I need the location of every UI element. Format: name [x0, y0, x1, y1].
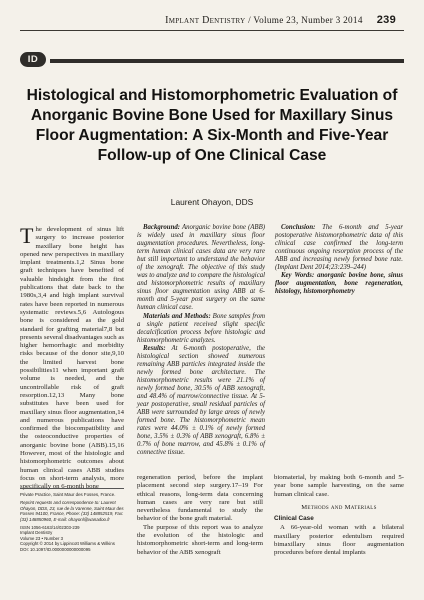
page-number: 239 [376, 14, 396, 26]
badge-rule [50, 59, 404, 63]
body-paragraph-3: biomaterial, by making both 6-month and 5-year bone sample harvesting, on the same human clinical case. [274, 474, 404, 498]
section-badge: ID [20, 52, 46, 67]
abstract-conclusion [275, 224, 403, 272]
header-rule [20, 30, 404, 31]
drop-cap: T [20, 223, 34, 248]
keywords-text: anorganic bovine bone, sinus floor augmentation, bone regeneration, histology, histomorphometry [275, 272, 403, 296]
section-heading: Methods and Materials [301, 503, 377, 511]
abstract-col-2 [275, 224, 403, 457]
methods-label: Materials and Methods: [143, 312, 211, 320]
intro-paragraph [20, 223, 124, 492]
running-header [0, 14, 396, 26]
clinical-case-text: A 66-year-old woman with a bilateral maxillary posterior edentulism required bimaxillary sinus floor augmentation procedures before dental implants [274, 524, 404, 557]
publication-meta [20, 525, 124, 552]
results-text: At 6-month postoperative, the histological section showed numerous remaining ABB particles integrated inside the newly formed bone architecture. The histomorphometric results were 21.1% of newly formed bone, 30.5% of ABB xenograft, and 48.4% of marrow/connective tissue. At 5-year postoperative, small residual particles of ABB were surrounded by large areas of newly formed bone. The histomorphometric mean rates were 44.0% ± 0.1% of newly formed bone, 3.5% ± 0.3% of ABB xenograft, 6.8% ± 0.7% of bone marrow, and 45.8% ± 0.1% of connective tissue. [137, 344, 266, 457]
abstract-methods [137, 313, 265, 345]
journal-name: Implant Dentistry [165, 15, 246, 26]
abstract-keywords [275, 272, 403, 296]
volume-issue: / Volume 23, Number 3 2014 [248, 15, 363, 25]
correspondence: Reprint requests and correspondence to: Laurent Ohayon, DDS, 23, rue de la Varenne, Saint Maur des Fosses 94100, France, Phone: (33) 148852519, Fax: (33) 148850960, E-mail: ohayonl@wanadoo.fr [20, 500, 124, 522]
abstract-results [137, 345, 265, 458]
body-column-right [274, 474, 404, 558]
body-paragraph-1: regeneration period, before the implant placement second step surgery.17–19 For ethical reasons, long-term data concerning human cases are very rare but still nevertheless fundamental to study the behavior of the bone graft material. [137, 474, 263, 523]
abstract-col-1 [137, 224, 265, 457]
body-paragraph-2: The purpose of this report was to analyze the evolution of the histologic and histomorphometric short-term and long-term behavior of the ABB xenograft [137, 523, 263, 556]
abstract-background [137, 224, 265, 313]
journal-name-footer: Implant Dentistry [20, 530, 53, 536]
abstract [137, 224, 403, 457]
affiliation: Private Practice, Saint Maur des Fosses, France. [20, 492, 116, 497]
body-column-middle [137, 474, 263, 557]
intro-text: he development of sinus lift surgery to increase posterior maxillary bone height has opened new perspectives in maxillary implant treatments.1,2 Sinus bone graft techniques have benefited of valuable hindsight from the first publications that date back to the 1980s,3,4 and high implant survival rates have been reported in numerous systematic reviews.5,6 Autologous bone is considered as the gold standard for grafting material7,8 but presents several disadvantages such as higher hemorrhagic and morbidity risks because of the donor site,9,10 the limited harvest bone possibilities11 when important graft volume is needed, and the uncontrollable risk of graft resorption.12,13 Many bone substitutes have been used for maxillary sinus floor augmentation,14 and numerous publications have confirmed the biocompatibility and the osteoconductive properties of anorganic bovine bone (ABB).15,16 However, most of the histologic and histomorphometric outcomes about human clinical cases ABB studies focus on short-term analysis, more specifically on 6-month bone [20, 226, 124, 491]
copyright: Copyright © 2014 by Lippincott Williams & Wilkins [20, 541, 115, 547]
volume-footer: Volume 23 • Number 3 [20, 535, 64, 541]
article-author: Laurent Ohayon, DDS [170, 197, 254, 207]
methods-text: Bone samples from a single patient received slight specific decalcification process before histologic and histomorphometric analyzes. [137, 312, 266, 344]
conclusion-label: Conclusion: [281, 224, 316, 231]
journal-header [165, 15, 363, 26]
issn: ISSN 1056-6163/14/02303-239 [20, 525, 80, 531]
background-text: Anorganic bovine bone (ABB) is widely used in maxillary sinus floor augmentation procedures. Nevertheless, long-term human clinical cases data are very rare but still important to understand the behavior of the xenograft. The objective of this study was to analyze and to compare the histological and histomorphometric results of maxillary sinus floor augmentation using ABB at 6-month and 5-year post surgery on the same human clinical case. [137, 224, 265, 312]
doi: DOI: 10.1097/ID.0000000000000095 [20, 546, 91, 552]
article-title: Histological and Histomorphometric Evaluation of Anorganic Bovine Bone Used for Maxillary Sinus Floor Augmentation: A Six-Month and Five-Year Follow-up of One Clinical Case [26, 87, 398, 164]
subsection-heading: Clinical Case [274, 515, 314, 523]
results-label: Results: [143, 344, 166, 352]
footnote [20, 488, 124, 552]
keywords-label: Key Words: [281, 272, 315, 280]
intro-column [20, 223, 124, 492]
background-label: Background: [143, 224, 181, 231]
conclusion-text: The 6-month and 5-year postoperative histomorphometric data of this clinical case confirmed the long-term continuous ongoing resorption process of the ABB and increasing newly formed bone rate. (Implant Dent 2014;23:239–244) [275, 224, 403, 272]
